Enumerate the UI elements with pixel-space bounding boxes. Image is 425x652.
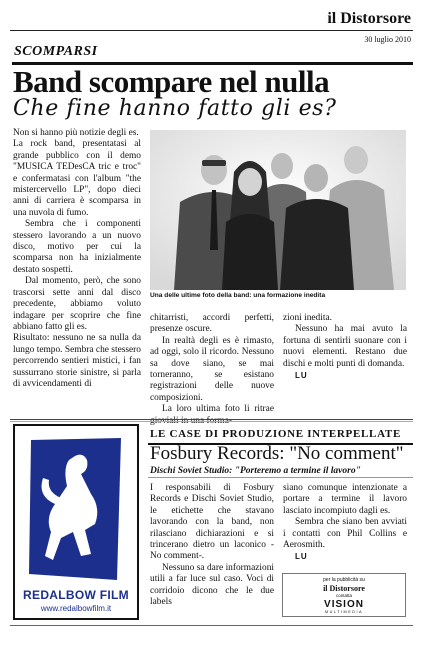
paragraph: Sembra che siano ben avviati i contatti con Phil Collins e Aerosmith.	[283, 517, 407, 551]
subhead2-rule	[148, 477, 413, 478]
vision-logo-sub: MULTIMEDIA	[324, 610, 364, 614]
paragraph: La rock band, presentatasi al grande pubblico con il demo "MUSICA TEDesCA tric e troc" e confermatasi con l'album "the mistercervello LP", dopo dieci anni di carriera è scomparsa in una nuvola di fumo.	[13, 139, 141, 218]
article2-column-1	[150, 483, 274, 608]
article-kicker: SCOMPARSI	[14, 44, 98, 59]
vision-logo: VISION	[324, 599, 364, 610]
band-photo-illustration	[150, 130, 406, 290]
paragraph: Dal momento, però, che sono trascorsi sette anni dal disco precedente, abbiamo voluto indagare per scoprire che fine abbiano fatto gli es.	[13, 276, 141, 332]
article-subhead: Che fine hanno fatto gli es?	[13, 96, 337, 121]
bottom-rule	[10, 625, 413, 626]
masthead: il Distorsore	[327, 10, 411, 27]
paragraph: Nessuno ha mai avuto la fortuna di sentirli suonare con i nuovi elementi. Restano due dischi e molti punti di domanda.	[283, 324, 407, 369]
article-headline: Band scompare nel nulla	[13, 64, 330, 99]
band-photo	[150, 130, 406, 290]
photo-caption: Una delle ultime foto della band: una formazione inedita	[150, 292, 326, 299]
paragraph: La loro ultima foto li ritrae	[162, 404, 274, 415]
ad-figure-logo	[25, 434, 127, 582]
article2-subhead: Dischi Soviet Studio: "Porteremo a termine il lavoro"	[150, 466, 361, 476]
section-divider	[10, 421, 413, 422]
paragraph: zioni inedita.	[283, 313, 332, 323]
ad-brand-name: REDALBOW FILM	[23, 588, 129, 602]
article-column-3	[283, 313, 407, 381]
paragraph: Non si hanno più notizie degli es.	[13, 128, 139, 138]
advertising-contact-box[interactable]	[282, 573, 406, 617]
paragraph: siano comunque intenzionate a portare a termine il lavoro lasciato incompiuto dagli es.	[283, 483, 407, 516]
paragraph: I responsabili di Fosbury Records e Dischi Soviet Studio, le etichette che stavano lavorando con la band, non rilasciano dichiarazioni e si trincerano dietro un laconico -No comment-.	[150, 483, 274, 562]
promo-line: contatta	[335, 593, 352, 598]
paragraph: In realtà degli es è rimasto, ad oggi, solo il ricordo. Nessuno sa dove siano, se mai torneranno, se esistano registrazioni delle nuove composizioni.	[150, 335, 274, 403]
masthead-rule	[10, 30, 413, 31]
paragraph: Nessuno sa dare informazioni utili a far luce sul caso. Voci di corridoio dicono che le due labels	[150, 562, 274, 608]
section-divider	[10, 419, 413, 420]
paragraph: Sembra che i componenti stessero lavorando a un nuovo disco, motivo per cui la scomparsa non ha inizialmente destato sospetti.	[13, 219, 141, 275]
article-column-2	[150, 313, 274, 427]
issue-date: 30 luglio 2010	[364, 35, 411, 44]
redalbow-ad[interactable]	[13, 424, 139, 620]
ad-url-link[interactable]: www.redalbowfilm.it	[40, 604, 112, 613]
paragraph: Risultato: nessuno ne sa nulla da lungo tempo. Sembra che stessero percorrendo sentieri mistici, i fan sussurrano storie sinistre, si parla di avvicendamenti di	[13, 333, 141, 389]
promo-line: per la pubblicità su	[323, 577, 365, 583]
article2-kicker: LE CASE DI PRODUZIONE INTERPELLATE	[150, 428, 401, 440]
paragraph: chitarristi, accordi perfetti, presenze oscure.	[150, 313, 274, 335]
article2-column-2	[283, 483, 407, 563]
author-signature: LU	[295, 552, 308, 562]
author-signature: LU	[295, 371, 308, 381]
promo-masthead: il Distorsore	[323, 584, 365, 593]
article-column-1	[13, 128, 141, 390]
article2-headline: Fosbury Records: "No comment"	[150, 443, 404, 464]
